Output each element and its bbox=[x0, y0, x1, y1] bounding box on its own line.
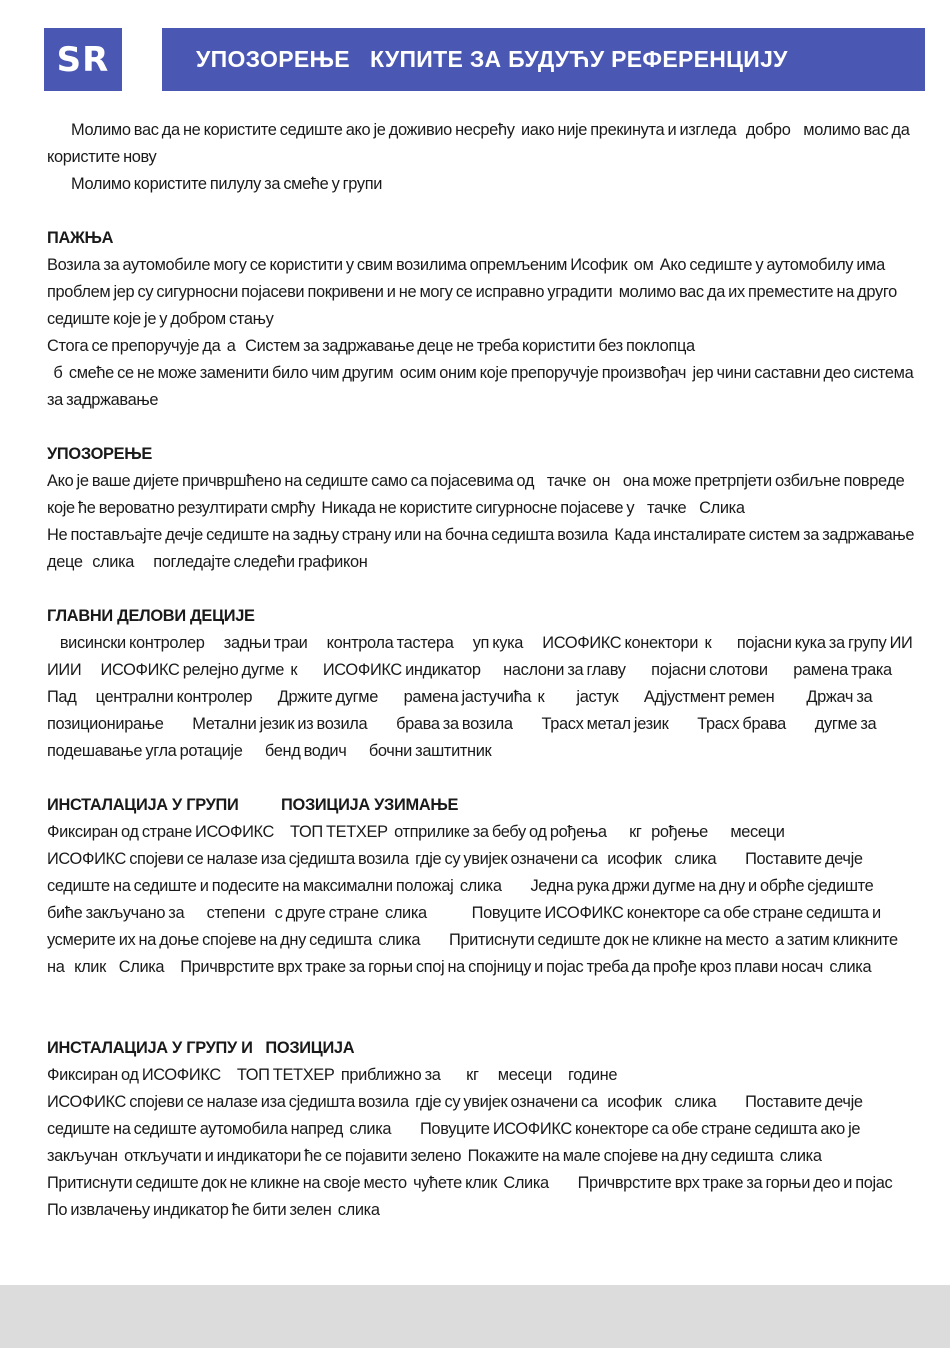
intro-paragraph: Молимо вас да не користите седиште ако је доживио несрећу иако није прекинута и изгледа добро молимо вас да користите нову bbox=[47, 121, 913, 166]
attention-paragraph: б смеће се не може заменити било чим другим осим оним које препоручује произвођач јер чини саставни део система за задржавање bbox=[47, 364, 917, 409]
document-body bbox=[47, 117, 918, 1224]
install-group1-paragraph: ИСОФИКС спојеви се налазе иза сједишта возила гдје су увијек означени са исофик слика Поставите дечје седиште на седиште аутомобила напред слика Повуците ИСОФИКС конекторе са обе стране седишта ако је закључан откључати и индикатори ће се појавити зелено Покажите на мале спојеве на дну седишта слика Притиснути седиште док не кликне на своје место чућете клик Слика Причврстите врх траке за горњи део и појас По извлачењу индикатор ће бити зелен слика bbox=[47, 1093, 899, 1219]
attention-paragraph: Стога се препоручује да а Систем за задржавање деце не треба користити без поклопца bbox=[47, 337, 695, 355]
section-heading-attention: ПАЖЊА bbox=[47, 229, 114, 247]
warning-paragraph: Ако је ваше дијете причвршћено на седиште само са појасевима од тачке он она може претрпјети озбиљне повреде које ће вероватно резултирати смрћу Никада не користите сигурносне појасеве у тачке Слика bbox=[47, 472, 908, 517]
footer-band bbox=[0, 1285, 950, 1348]
section-heading-warning: УПОЗОРЕЊЕ bbox=[47, 445, 153, 463]
attention-paragraph: Возила за аутомобиле могу се користити у свим возилима опремљеним Исофик ом Ако седиште у аутомобилу има проблем јер су сигурносни појасеви покривени и не могу се исправно уградити молимо вас да их преместите на друго седиште које је у добром стању bbox=[47, 256, 901, 328]
install-group1-paragraph: Фиксиран од ИСОФИКС ТОП ТЕТХЕР приближно за кг месеци године bbox=[47, 1066, 618, 1084]
page-title: УПОЗОРЕЊЕ КУПИТЕ ЗА БУДУЋУ РЕФЕРЕНЦИЈУ bbox=[196, 46, 788, 72]
intro-paragraph: Молимо користите пилулу за смеће у групи bbox=[71, 175, 383, 193]
warning-paragraph: Не постављајте дечје седиште на задњу страну или на бочна седишта возила Када инсталирате систем за задржавање деце слика погледајте следећи графикон bbox=[47, 526, 918, 571]
language-badge bbox=[44, 28, 122, 91]
title-bar bbox=[162, 28, 925, 91]
install-group0-paragraph: ИСОФИКС спојеви се налазе иза сједишта возила гдје су увијек означени са исофик слика Поставите дечје седиште на седиште и подесите на максимални положај слика Једна рука држи дугме на дну и обрће сједиште биће закључано за степени с друге стране слика Повуците ИСОФИКС конекторе са обе стране седишта и усмерите их на доње спојеве на дну седишта слика Притиснути седиште док не кликне на место а затим кликните на клик Слика Причврстите врх траке за горњи спој на спојницу и појас треба да прође кроз плави носач слика bbox=[47, 850, 901, 976]
install-group0-paragraph: Фиксиран од стране ИСОФИКС ТОП ТЕТХЕР отприлике за бебу од рођења кг рођење месеци bbox=[47, 823, 785, 841]
section-heading-install-group1: ИНСТАЛАЦИЈА У ГРУПУ И ПОЗИЦИЈА bbox=[47, 1039, 355, 1057]
section-heading-parts: ГЛАВНИ ДЕЛОВИ ДЕЦИЈЕ bbox=[47, 607, 255, 625]
parts-paragraph: висински контролер задњи траи контрола тастера уп кука ИСОФИКС конектори к појасни кука за групу ИИ ИИИ ИСОФИКС релејно дугме к ИСОФИКС индикатор наслони за главу појасни слотови рамена трака Пад централни контролер Држите дугме рамена јастучића к јастук Адјустмент ремен Држач за позиционирање Метални језик из возила брава за возила Трасх метал језик Трасх брава дугме за подешавање угла ротације бенд водич бочни заштитник bbox=[47, 634, 916, 760]
language-code: SR bbox=[56, 39, 110, 80]
section-heading-install-group0: ИНСТАЛАЦИЈА У ГРУПИ ПОЗИЦИЈА УЗИМАЊЕ bbox=[47, 796, 459, 814]
